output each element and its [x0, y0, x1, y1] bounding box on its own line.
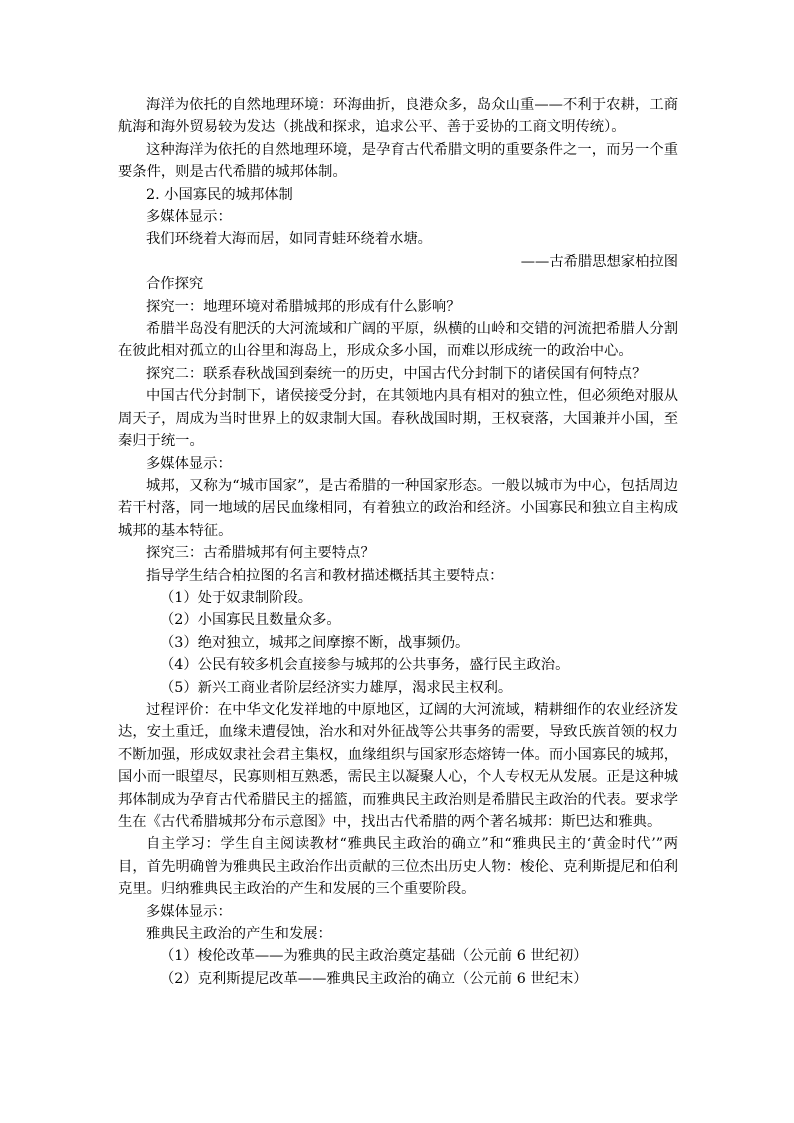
development-heading: 雅典民主政治的产生和发展：: [146, 926, 332, 943]
quote-source: ——古希腊思想家柏拉图: [520, 253, 678, 270]
self-study: 自主学习：学生自主阅读教材“雅典民主政治的确立”和“雅典民主的‘黄金时代’”两目，首先明确曾为雅典民主政治作出贡献的三位杰出历史人物：梭伦、克利斯提尼和伯利克里。归纳雅典民主政治的产生和发展的三个重要阶段。: [118, 836, 678, 898]
inquiry-one-question: 探究一：地理环境对希腊城邦的形成有什么影响？: [146, 298, 461, 315]
development-list-item: （2）克利斯提尼改革——雅典民主政治的确立（公元前 6 世纪末）: [160, 970, 588, 987]
cooperative-inquiry-heading: 合作探究: [146, 276, 204, 293]
inquiry-two-question: 探究二：联系春秋战国到秦统一的历史，中国古代分封制下的诸侯国有何特点？: [146, 365, 647, 382]
inquiry-one-answer: 希腊半岛没有肥沃的大河流域和广阔的平原，纵横的山岭和交错的河流把希腊人分割在彼此相对孤立的山谷里和海岛上，形成众多小国，而难以形成统一的政治中心。: [118, 321, 678, 360]
teacher-guidance: 指导学生结合柏拉图的名言和教材描述概括其主要特点：: [146, 567, 504, 584]
feature-list-item: （2）小国寡民且数量众多。: [160, 612, 341, 629]
multimedia-label: 多媒体显示：: [146, 903, 232, 920]
feature-list-item: （5）新兴工商业者阶层经济实力雄厚，渴求民主权利。: [160, 679, 513, 696]
feature-list-item: （4）公民有较多机会直接参与城邦的公共事务，盛行民主政治。: [160, 657, 570, 674]
inquiry-two-answer: 中国古代分封制下，诸侯接受分封，在其领地内具有相对的独立性，但必须绝对服从周天子，周成为当时世界上的奴隶制大国。春秋战国时期，王权衰落，大国兼并小国，至秦归于统一。: [118, 388, 678, 450]
paragraph-conditions: 这种海洋为依托的自然地理环境，是孕育古代希腊文明的重要条件之一，而另一个重要条件，则是古代希腊的城邦体制。: [118, 141, 678, 181]
process-evaluation: 过程评价：在中华文化发祥地的中原地区，辽阔的大河流域，精耕细作的农业经济发达，安土重迁，血缘未遭侵蚀，治水和对外征战等公共事务的需要，导致氏族首领的权力不断加强，形成奴隶社会君主集权，血缘组织与国家形态熔铸一体。而小国寡民的城邦，国小而一眼望尽，民寡则相互熟悉，需民主以凝聚人心，个人专权无从发展。正是这种城邦体制成为孕育古代希腊民主的摇篮，而雅典民主政治则是希腊民主政治的代表。要求学生在《古代希腊城邦分布示意图》中，找出古代希腊的两个著名城邦：斯巴达和雅典。: [118, 701, 678, 830]
development-list-item: （1）梭伦改革——为雅典的民主政治奠定基础（公元前 6 世纪初）: [160, 948, 588, 965]
section-heading-city-state: 2. 小国寡民的城邦体制: [146, 186, 293, 203]
feature-list-item: （1）处于奴隶制阶段。: [160, 589, 313, 606]
city-state-definition: 城邦，又称为“城市国家”，是古希腊的一种国家形态。一般以城市为中心，包括周边若干村落，同一地域的居民血缘相同，有着独立的政治和经济。小国寡民和独立自主构成城邦的基本特征。: [118, 477, 678, 539]
paragraph-environment: 海洋为依托的自然地理环境：环海曲折，良港众多，岛众山重——不利于农耕，工商航海和海外贸易较为发达（挑战和探求，追求公平、善于妥协的工商文明传统）。: [118, 97, 678, 136]
multimedia-label: 多媒体显示：: [146, 455, 232, 472]
plato-quote: 我们环绕着大海而居，如同青蛙环绕着水塘。: [146, 231, 432, 248]
document-body: [118, 94, 678, 990]
multimedia-label: 多媒体显示：: [146, 209, 232, 226]
feature-list-item: （3）绝对独立，城邦之间摩擦不断，战事频仍。: [160, 634, 470, 651]
inquiry-three-question: 探究三：古希腊城邦有何主要特点？: [146, 545, 375, 562]
